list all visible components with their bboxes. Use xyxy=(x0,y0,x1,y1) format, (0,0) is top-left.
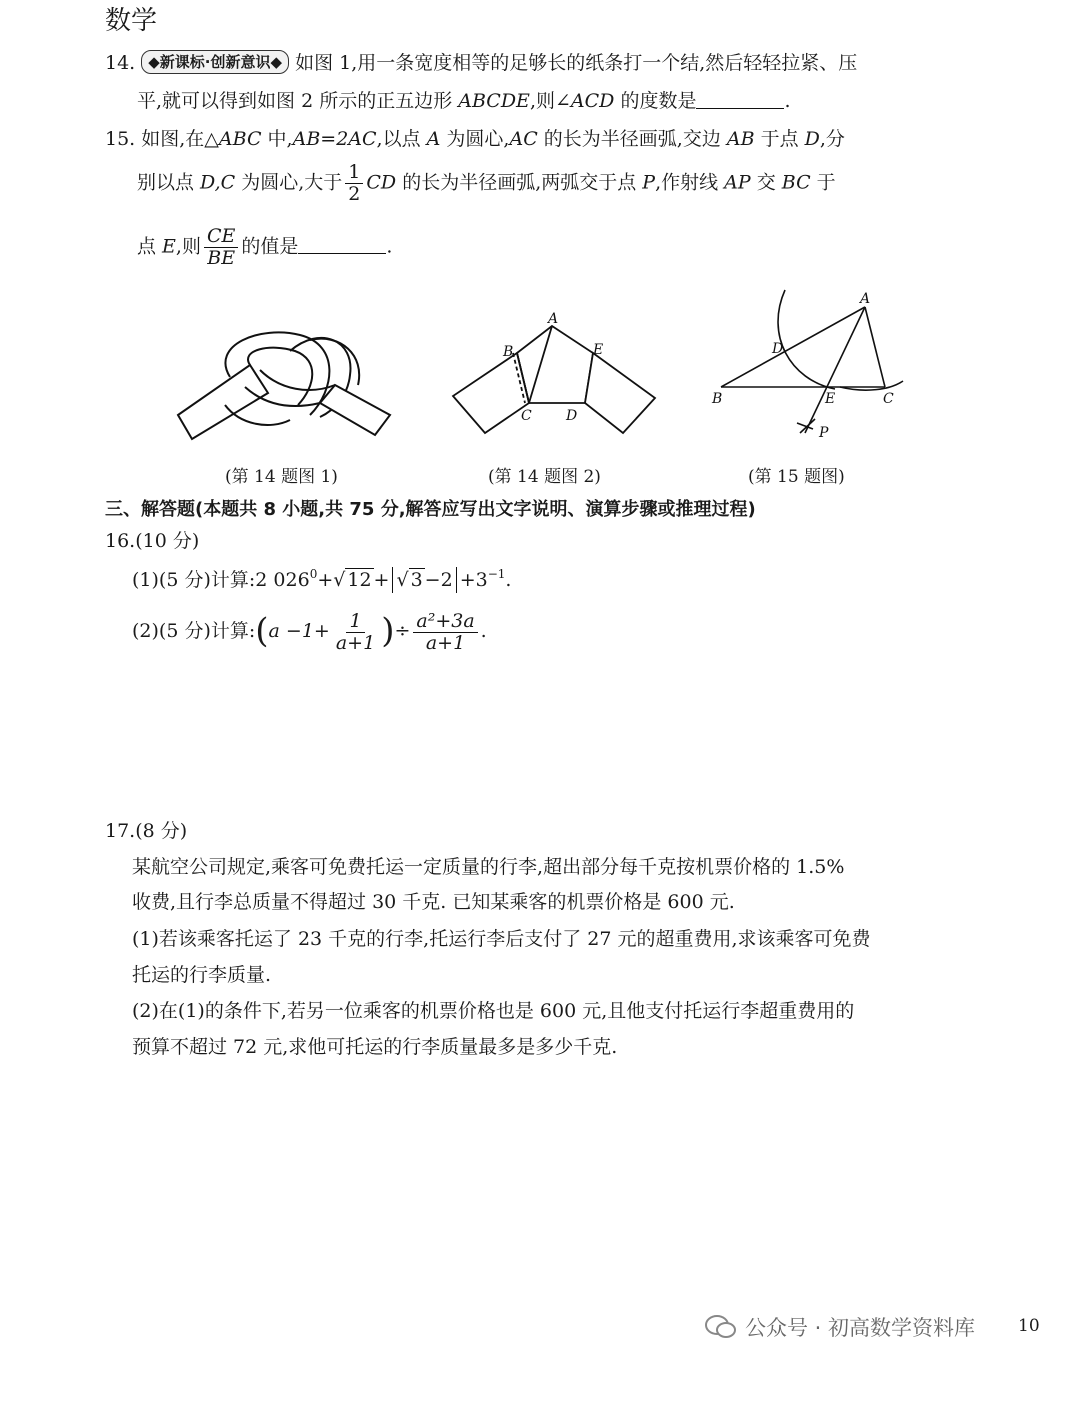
label-C: C xyxy=(521,408,532,424)
q16-op: + xyxy=(373,569,390,591)
fraction-2 xyxy=(413,611,477,654)
q17-line1: 某航空公司规定,乘客可免费托运一定质量的行李,超出部分每千克按机票价格的 1.5% xyxy=(132,856,845,878)
q15-P: P xyxy=(642,171,656,194)
question-14-line2 xyxy=(137,88,791,115)
q16-exp: 0 xyxy=(309,567,318,581)
q15-tri: ABC xyxy=(218,128,262,150)
q15-t: 为圆心, xyxy=(440,128,510,150)
q16-p2-prefix: (2)(5 分)计算: xyxy=(132,620,256,642)
frac-num: 1 xyxy=(345,162,363,184)
q16-p1-prefix: (1)(5 分)计算: xyxy=(132,569,256,591)
answer-blank xyxy=(298,235,386,254)
q15-t: ,作射线 xyxy=(655,171,725,194)
q17-line4: 托运的行李质量. xyxy=(132,964,272,986)
subject-header: 数学 xyxy=(105,6,158,36)
q15-eq: AB=2AC xyxy=(292,128,377,150)
figure-14-2-pentagon xyxy=(445,308,660,438)
abs-bar-left xyxy=(392,567,393,593)
q15-t: 中, xyxy=(261,128,293,150)
q15-AB: AB xyxy=(726,128,755,150)
watermark-text: 公众号 · 初高数学资料库 xyxy=(745,1316,976,1340)
caption-fig14-1: (第 14 题图 1) xyxy=(225,467,338,487)
frac-den: 2 xyxy=(348,182,361,205)
q16-op: ÷ xyxy=(394,620,411,642)
q17-line3: (1)若该乘客托运了 23 千克的行李,托运行李后支付了 27 元的超重费用,求该乘客可免费 xyxy=(132,928,871,950)
q15-E: E xyxy=(162,235,176,258)
pentagon-name: ABCDE xyxy=(458,90,530,112)
q15-D: D xyxy=(804,128,820,150)
q15-t: 于点 xyxy=(754,128,805,150)
q14-text1: 如图 1,用一条宽度相等的足够长的纸条打一个结,然后轻轻拉紧、压 xyxy=(295,52,858,74)
q16-sqrt: 3 xyxy=(410,569,423,591)
q15-BC: BC xyxy=(781,171,811,194)
q16-term: a −1+ xyxy=(268,620,330,642)
label-A: A xyxy=(548,311,559,327)
q15-A: A xyxy=(426,128,441,150)
q16-sqrt: 12 xyxy=(347,569,372,591)
q16-op: + xyxy=(317,569,334,591)
label-B: B xyxy=(712,391,723,407)
q15-DC: D,C xyxy=(200,171,236,194)
question-16-part1: (1)(5 分)计算:2 $026^0+√$ 12 + √ $3 -2 +3^{-1}$. xyxy=(132,567,512,591)
label-A: A xyxy=(860,291,871,307)
q15-t: 如图,在△ xyxy=(141,128,219,150)
q15-t: ,以点 xyxy=(376,128,427,150)
q15-t: 的值是 xyxy=(241,235,299,258)
label-D: D xyxy=(772,341,784,357)
label-D: D xyxy=(566,408,578,424)
angle-name: ACD xyxy=(570,90,615,112)
page-number: 10 xyxy=(1018,1316,1040,1336)
paren-close: ) xyxy=(381,611,395,651)
q14-text2c: 的度数是 xyxy=(614,90,697,112)
q15-t: 于 xyxy=(810,171,836,194)
frac-num: 1 xyxy=(346,611,364,633)
frac-den: a+1 xyxy=(335,631,376,654)
q17-line6: 预算不超过 72 元,求他可托运的行李质量最多是多少千克. xyxy=(132,1036,618,1058)
q16-term: +3 xyxy=(459,569,488,591)
q17-line2: 收费,且行李总质量不得超过 30 千克. 已知某乘客的机票价格是 600 元. xyxy=(132,891,735,913)
question-17-head: 17.(8 分) xyxy=(105,820,188,842)
figure-14-1-knot xyxy=(170,315,400,445)
abs-bar-right xyxy=(456,567,457,593)
q15-t: ,则 xyxy=(175,235,201,258)
question-15-line3 xyxy=(137,226,392,269)
paren-open: ( xyxy=(255,611,269,651)
frac-num: a²+3a xyxy=(413,611,477,633)
q15-end: . xyxy=(386,235,393,258)
q14-text2a: 平,就可以得到如图 2 所示的正五边形 xyxy=(137,90,459,112)
caption-fig14-2: (第 14 题图 2) xyxy=(488,467,601,487)
q14-text2b: ,则∠ xyxy=(529,90,571,112)
q15-t: 交 xyxy=(750,171,782,194)
label-P: P xyxy=(819,425,829,441)
figure-15-triangle xyxy=(705,285,915,445)
tag-badge: ◆新课标·创新意识◆ xyxy=(141,50,289,74)
q16-end: . xyxy=(480,620,487,642)
q16-exp: −1 xyxy=(487,567,506,581)
question-16-part2 xyxy=(132,608,487,656)
watermark xyxy=(705,1312,975,1342)
question-14-line1 xyxy=(105,50,857,77)
fraction-ce-be xyxy=(204,226,238,269)
answer-blank xyxy=(696,90,784,109)
question-15-line2 xyxy=(137,162,836,205)
q16-term: 2 026 xyxy=(255,569,310,591)
q15-AP: AP xyxy=(724,171,751,194)
label-C: C xyxy=(883,391,894,407)
section-title: 三、解答题(本题共 8 小题,共 75 分,解答应写出文字说明、演算步骤或推理过程) xyxy=(105,499,756,520)
q16-end: . xyxy=(505,569,512,591)
q15-t: 点 xyxy=(137,235,163,258)
fraction-1 xyxy=(333,611,378,654)
label-E: E xyxy=(593,342,604,358)
q14-end: . xyxy=(784,90,791,112)
label-E: E xyxy=(825,391,836,407)
q15-t: 别以点 xyxy=(137,171,201,194)
fraction-half xyxy=(345,162,363,205)
question-number: 15. xyxy=(105,128,136,150)
q15-AC: AC xyxy=(509,128,538,150)
q15-t: 的长为半径画弧,交边 xyxy=(537,128,727,150)
q15-t: 的长为半径画弧,两弧交于点 xyxy=(396,171,643,194)
q15-CD: CD xyxy=(366,171,397,194)
frac-den: a+1 xyxy=(425,631,466,654)
question-15-line1 xyxy=(105,126,845,153)
question-number: 14. xyxy=(105,52,136,74)
q16-term: −2 xyxy=(424,569,453,591)
q15-t: ,分 xyxy=(819,128,845,150)
frac-num: CE xyxy=(204,226,238,248)
question-16-head: 16.(10 分) xyxy=(105,530,200,552)
caption-fig15: (第 15 题图) xyxy=(748,467,845,487)
q15-t: 为圆心,大于 xyxy=(235,171,343,194)
wechat-icon xyxy=(705,1313,737,1341)
label-B: B xyxy=(503,344,514,360)
q17-line5: (2)在(1)的条件下,若另一位乘客的机票价格也是 600 元,且他支付托运行李超重费用的 xyxy=(132,1000,855,1022)
frac-den: BE xyxy=(207,246,236,269)
